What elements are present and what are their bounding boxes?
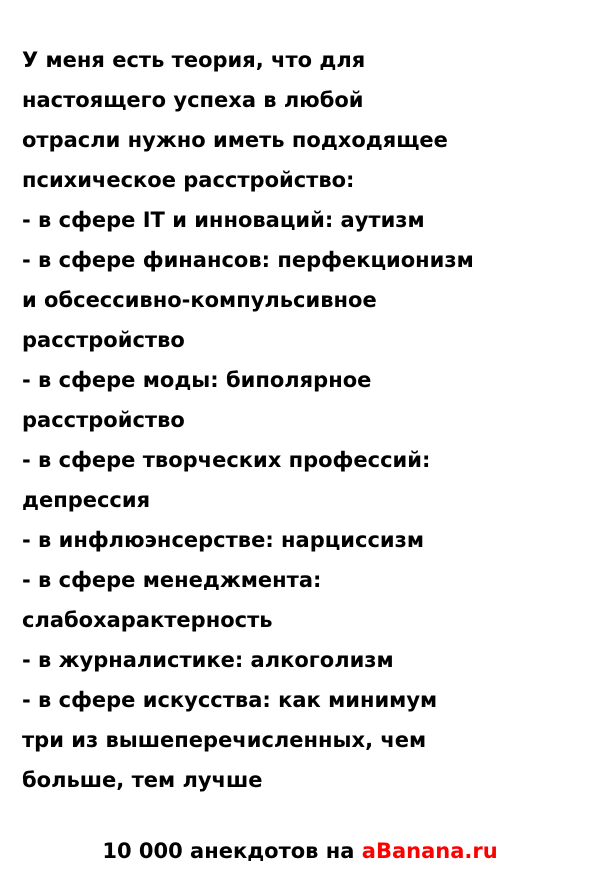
joke-line: - в инфлюэнсерстве: нарциссизм — [22, 528, 424, 552]
joke-line: отрасли нужно иметь подходящее — [22, 128, 448, 152]
joke-line: - в сфере моды: биполярное — [22, 368, 372, 392]
joke-text — [22, 40, 578, 800]
joke-line: слабохарактерность — [22, 608, 273, 632]
site-brand-link[interactable]: aBanana.ru — [361, 839, 498, 863]
joke-line: настоящего успеха в любой — [22, 88, 364, 112]
joke-line: - в сфере IT и инноваций: аутизм — [22, 208, 425, 232]
joke-line: больше, тем лучше — [22, 768, 263, 792]
site-footer — [0, 836, 600, 866]
joke-line: - в сфере творческих профессий: — [22, 448, 431, 472]
joke-line: депрессия — [22, 488, 151, 512]
joke-line: - в сфере искусства: как минимум — [22, 688, 438, 712]
joke-line: У меня есть теория, что для — [22, 48, 366, 72]
footer-label: 10 000 анекдотов на — [102, 839, 362, 863]
joke-line: - в сфере менеджмента: — [22, 568, 322, 592]
joke-line: три из вышеперечисленных, чем — [22, 728, 427, 752]
joke-line: расстройство — [22, 408, 185, 432]
joke-line: психическое расстройство: — [22, 168, 355, 192]
joke-line: расстройство — [22, 328, 185, 352]
joke-line: - в сфере финансов: перфекционизм — [22, 248, 474, 272]
joke-line: и обсессивно-компульсивное — [22, 288, 377, 312]
joke-line: - в журналистике: алкоголизм — [22, 648, 394, 672]
